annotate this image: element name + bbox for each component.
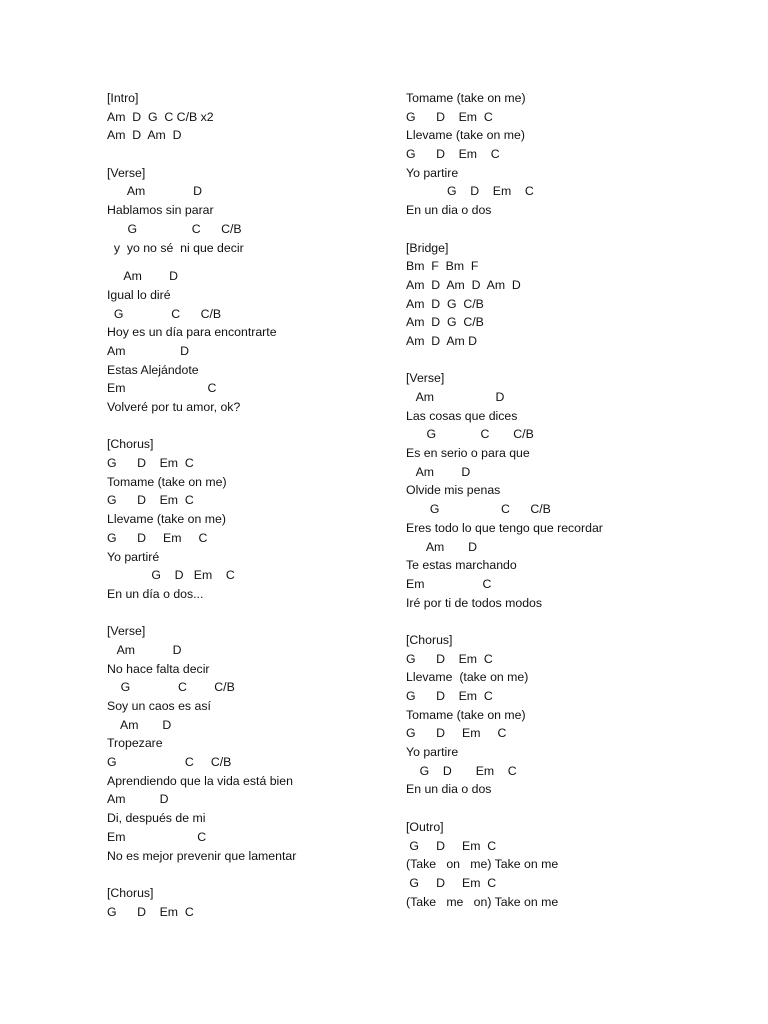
- section-label-chorus: [Chorus]: [107, 437, 154, 452]
- right-column: [406, 89, 736, 911]
- section-label-chorus: [Chorus]: [406, 632, 453, 647]
- lyric-line: Iré por ti de todos modos: [406, 595, 543, 610]
- lyric-line: Hoy es un día para encontrarte: [107, 325, 277, 340]
- chord-line: G D Em C: [406, 838, 497, 853]
- chord-line: G D Em C: [406, 147, 500, 162]
- chord-line: Em C: [107, 381, 217, 396]
- lyric-line: Eres todo lo que tengo que recordar: [406, 520, 603, 535]
- lyric-line: Di, después de mi: [107, 811, 206, 826]
- chord-line: Am D: [107, 184, 202, 199]
- chord-line: Am D G C/B: [406, 296, 484, 311]
- lyric-line: Tropezare: [107, 736, 163, 751]
- chord-line: Am D: [107, 642, 182, 657]
- lyric-line: Llevame (take on me): [107, 512, 226, 527]
- chord-line: G D Em C: [107, 493, 194, 508]
- lyric-line: Tomame (take on me): [107, 474, 227, 489]
- lyric-line: Volveré por tu amor, ok?: [107, 400, 241, 414]
- chord-line: G C C/B: [107, 680, 235, 695]
- lyric-line: En un día o dos...: [107, 586, 204, 601]
- chord-line: Am D: [107, 792, 169, 807]
- lyric-line: Llevame (take on me): [406, 128, 525, 143]
- chord-line: G D Em C: [406, 763, 517, 778]
- lyric-line: Es en serio o para que: [406, 446, 530, 461]
- section-label-outro: [Outro]: [406, 819, 444, 834]
- chord-line: G D Em C: [406, 651, 493, 666]
- chord-line: Bm F Bm F: [406, 259, 479, 274]
- lyric-line: Las cosas que dices: [406, 408, 518, 423]
- lyric-line: No hace falta decir: [107, 661, 210, 676]
- lyric-line: No es mejor prevenir que lamentar: [107, 848, 297, 863]
- chord-line: G C C/B: [107, 306, 222, 321]
- lyric-line: Te estas marchando: [406, 558, 517, 573]
- section-label-bridge: [Bridge]: [406, 240, 449, 255]
- chord-line: G C C/B: [406, 427, 534, 442]
- chord-line: G D Em C: [406, 184, 534, 199]
- lyric-line: Yo partire: [406, 165, 459, 180]
- lyric-line: y yo no sé ni que decir: [107, 240, 244, 255]
- chord-line: G D Em C: [107, 904, 194, 919]
- lyric-line: Estas Alejándote: [107, 362, 199, 377]
- chord-line: Am D G C C/B x2: [107, 109, 214, 124]
- chord-line: Am D Am D: [406, 333, 478, 348]
- chord-line: G D Em C: [107, 568, 235, 583]
- section-label-verse: [Verse]: [107, 624, 146, 639]
- chord-line: Em C: [406, 576, 492, 591]
- lyric-line: Yo partiré: [107, 549, 160, 564]
- chord-line: G D Em C: [406, 726, 507, 741]
- chord-line: G C C/B: [107, 755, 232, 770]
- lyric-line: Aprendiendo que la vida está bien: [107, 773, 293, 788]
- lyric-line: Olvide mis penas: [406, 483, 501, 498]
- chord-line: G C C/B: [406, 502, 551, 517]
- chord-line: Am D: [406, 464, 471, 479]
- lyric-line: Tomame (take on me): [406, 707, 526, 722]
- chord-line: Am D Am D: [107, 128, 182, 143]
- chord-line: G C C/B: [107, 221, 242, 236]
- chord-line: Am D: [406, 539, 478, 554]
- chord-line: Am D G C/B: [406, 315, 484, 330]
- lyric-line: En un dia o dos: [406, 782, 492, 797]
- chord-line: Am D: [107, 343, 189, 358]
- lyric-line: Igual lo diré: [107, 287, 171, 302]
- chord-line: Am D: [107, 717, 172, 732]
- chord-line: G D Em C: [406, 689, 493, 703]
- section-label-verse: [Verse]: [107, 165, 146, 180]
- section-label-verse: [Verse]: [406, 371, 445, 386]
- lyric-line: (Take me on) Take on me: [406, 894, 559, 909]
- left-column: [107, 89, 387, 921]
- lyric-line: Tomame (take on me): [406, 91, 526, 105]
- lyric-line: Hablamos sin parar: [107, 203, 214, 218]
- section-label-intro: [Intro]: [107, 91, 139, 105]
- chord-line: G D Em C: [107, 530, 208, 545]
- chord-line: Am D: [107, 269, 179, 284]
- section-label-chorus: [Chorus]: [107, 885, 154, 900]
- lyric-line: En un dia o dos: [406, 203, 492, 218]
- chord-line: G D Em C: [406, 109, 493, 124]
- lyric-line: Yo partire: [406, 745, 459, 760]
- chord-line: G D Em C: [406, 875, 497, 890]
- chord-line: Em C: [107, 829, 207, 844]
- chord-line: G D Em C: [107, 456, 194, 471]
- lyric-line: (Take on me) Take on me: [406, 857, 559, 872]
- lyric-line: Soy un caos es así: [107, 699, 211, 713]
- chord-line: Am D Am D Am D: [406, 277, 521, 292]
- lyric-line: Llevame (take on me): [406, 670, 529, 685]
- chord-line: Am D: [406, 390, 505, 404]
